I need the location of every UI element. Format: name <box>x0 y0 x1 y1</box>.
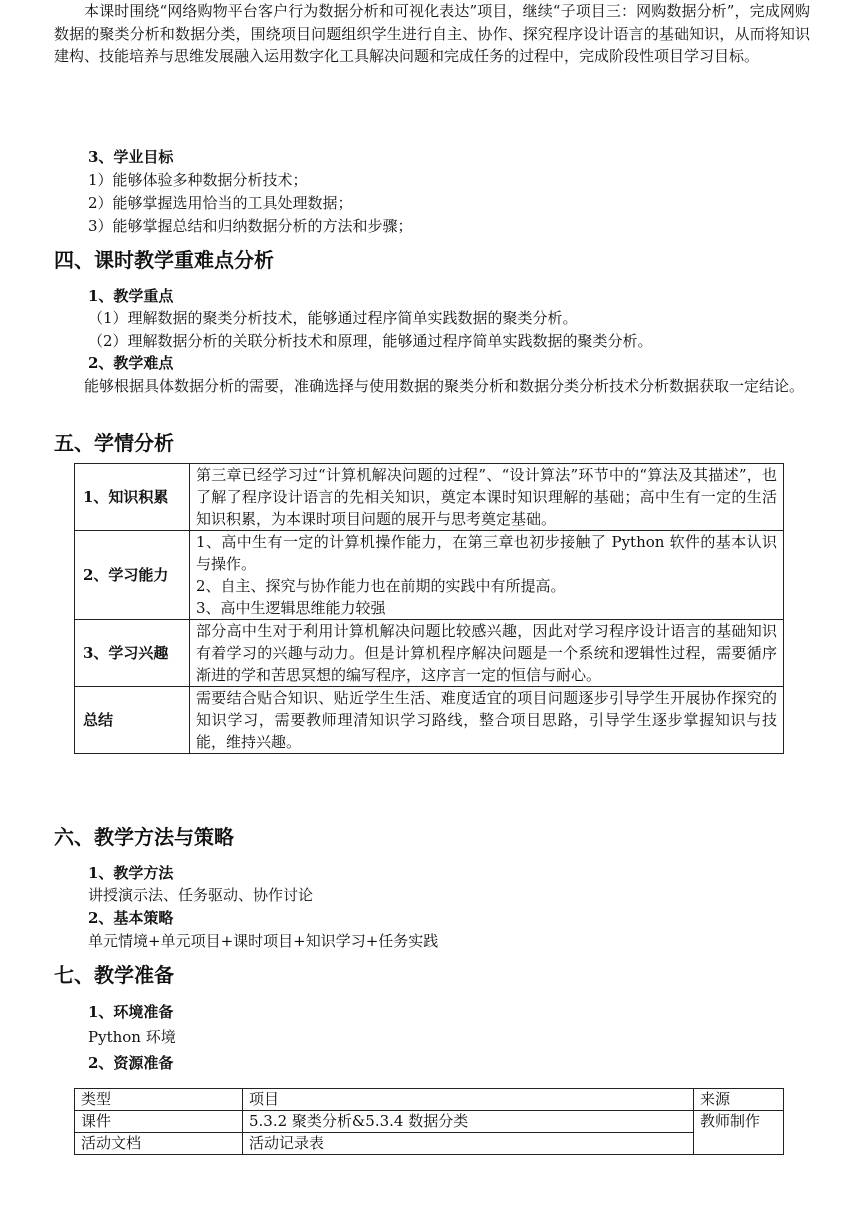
difficult-points-title: 2、教学难点 <box>88 354 174 372</box>
method-title: 1、教学方法 <box>88 864 174 882</box>
row-text-interest: 部分高中生对于利用计算机解决问题比较感兴趣，因此对学习程序设计语言的基础知识有着学习的兴趣与动力。但是计算机程序解决问题是一个系统和逻辑性过程，需要循序渐进的学和苦思冥想的编写程序，这序言一定的恒信与耐心。 <box>190 620 784 687</box>
key-points-title: 1、教学重点 <box>88 287 174 305</box>
row-text-summary: 需要结合贴合知识、贴近学生生活、难度适宜的项目问题逐步引导学生开展协作探究的知识学习，需要教师理清知识学习路线，整合项目思路，引导学生逐步掌握知识与技能，维持兴趣。 <box>190 687 784 754</box>
ability-line-3: 3、高中生逻辑思维能力较强 <box>196 599 386 617</box>
table-header-row <box>75 1089 784 1111</box>
table-row <box>75 1111 784 1133</box>
key-point-2: （2）理解数据分析的关联分析技术和原理，能够通过程序简单实践数据的聚类分析。 <box>88 332 653 350</box>
header-source: 来源 <box>694 1089 784 1111</box>
ability-line-2: 2、自主、探究与协作能力也在前期的实践中有所提高。 <box>196 577 566 595</box>
cell-type: 活动文档 <box>75 1133 243 1155</box>
row-label-ability: 2、学习能力 <box>75 531 190 620</box>
section5-heading: 五、学情分析 <box>54 431 174 455</box>
ability-line-1: 1、高中生有一定的计算机操作能力，在第三章也初步接触了 Python 软件的基本认识与操作。 <box>196 533 777 573</box>
row-text-knowledge: 第三章已经学习过“计算机解决问题的过程”、“设计算法”环节中的“算法及其描述”，也了解了程序设计语言的先相关知识，奠定本课时知识理解的基础；高中生有一定的生活知识积累，为本课时项目问题的展开与思考奠定基础。 <box>190 464 784 531</box>
section6-heading: 六、教学方法与策略 <box>54 825 234 849</box>
env-title: 1、环境准备 <box>88 1003 174 1021</box>
strategy-text: 单元情境+单元项目+课时项目+知识学习+任务实践 <box>88 932 439 950</box>
row-text-ability <box>190 531 784 620</box>
learner-analysis-table <box>74 463 784 754</box>
header-item: 项目 <box>243 1089 694 1111</box>
strategy-title: 2、基本策略 <box>88 909 174 927</box>
table-row <box>75 464 784 531</box>
row-label-summary: 总结 <box>75 687 190 754</box>
academic-goals-title: 3、学业目标 <box>88 148 174 166</box>
section4-heading: 四、课时教学重难点分析 <box>54 248 274 272</box>
method-text: 讲授演示法、任务驱动、协作讨论 <box>88 886 314 904</box>
goal-item-3: 3）能够掌握总结和归纳数据分析的方法和步骤； <box>88 217 413 235</box>
env-text: Python 环境 <box>88 1028 176 1046</box>
goal-item-2: 2）能够掌握选用恰当的工具处理数据； <box>88 194 353 212</box>
cell-item: 活动记录表 <box>243 1133 694 1155</box>
difficult-points-text: 能够根据具体数据分析的需要，准确选择与使用数据的聚类分析和数据分类分析技术分析数据获取一定结论。 <box>84 377 805 395</box>
cell-item: 5.3.2 聚类分析&5.3.4 数据分类 <box>243 1111 694 1133</box>
cell-type: 课件 <box>75 1111 243 1133</box>
key-point-1: （1）理解数据的聚类分析技术，能够通过程序简单实践数据的聚类分析。 <box>88 309 578 327</box>
resource-table <box>74 1088 784 1155</box>
row-label-interest: 3、学习兴趣 <box>75 620 190 687</box>
header-type: 类型 <box>75 1089 243 1111</box>
goal-item-1: 1）能够体验多种数据分析技术； <box>88 171 308 189</box>
resource-title: 2、资源准备 <box>88 1054 174 1072</box>
intro-paragraph: 本课时围绕“网络购物平台客户行为数据分析和可视化表达”项目，继续“子项目三：网购数据分析”，完成网购数据的聚类分析和数据分类，围绕项目问题组织学生进行自主、协作、探究程序设计语言的基础知识，从而将知识建构、技能培养与思维发展融入运用数字化工具解决问题和完成任务的过程中，完成阶段性项目学习目标。 <box>54 2 810 65</box>
table-row <box>75 1133 784 1155</box>
table-row <box>75 687 784 754</box>
cell-source: 教师制作 <box>694 1111 784 1155</box>
section7-heading: 七、教学准备 <box>54 963 174 987</box>
table-row <box>75 620 784 687</box>
row-label-knowledge: 1、知识积累 <box>75 464 190 531</box>
table-row <box>75 531 784 620</box>
